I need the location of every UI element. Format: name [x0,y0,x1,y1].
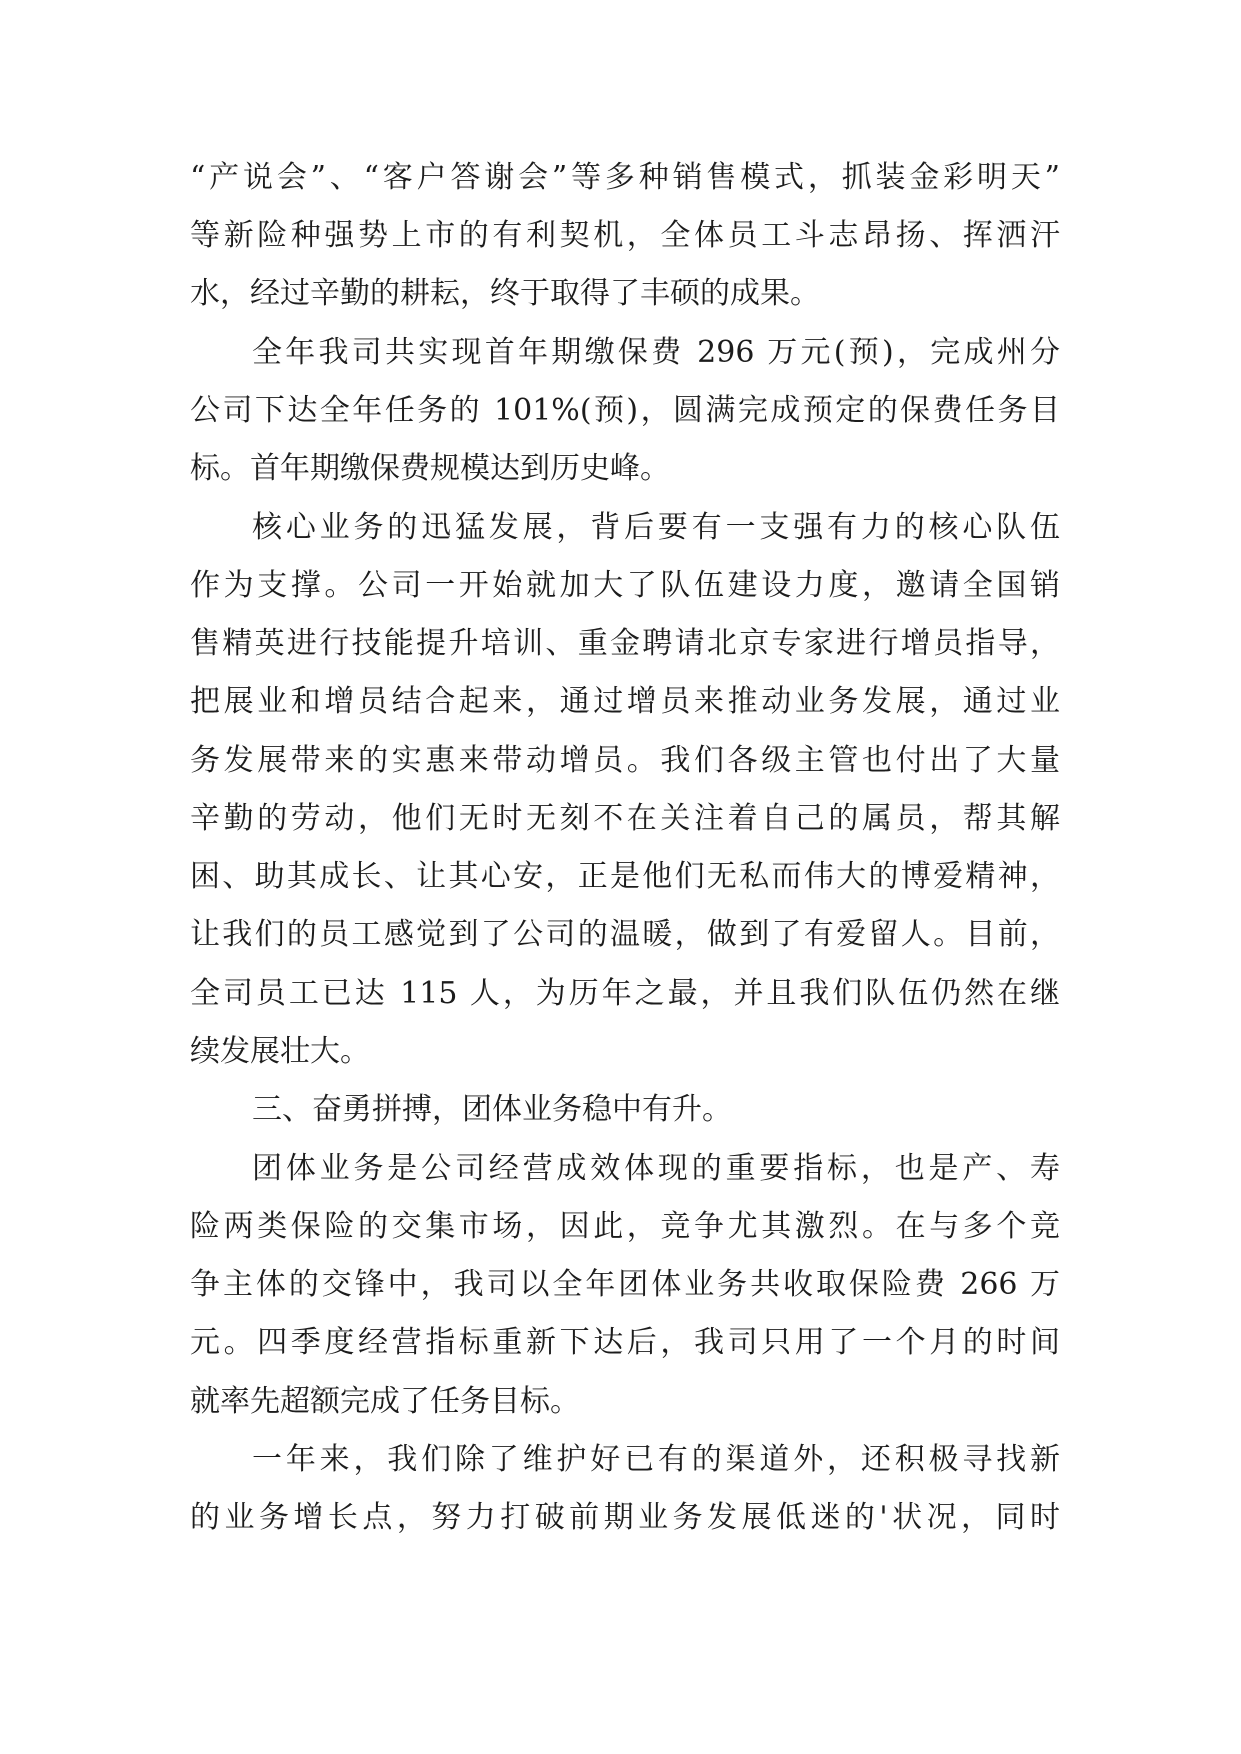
text-line: 让我们的员工感觉到了公司的温暖，做到了有爱留人。目前， [190,917,1060,952]
text-line: 等新险种强势上市的有利契机，全体员工斗志昂扬、挥洒汗 [190,218,1060,253]
paragraph-first-line: 核心业务的迅猛发展，背后要有一支强有力的核心队伍 [252,510,1060,545]
text-line: 元。四季度经营指标重新下达后，我司只用了一个月的时间 [190,1325,1060,1360]
text-line: 的业务增长点，努力打破前期业务发展低迷的'状况，同时 [190,1500,1060,1535]
text-line: 标。首年期缴保费规模达到历史峰。 [190,451,670,486]
text-line: “产说会”、“客户答谢会”等多种销售模式，抓装金彩明天” [190,160,1060,195]
text-line: 水，经过辛勤的耕耘，终于取得了丰硕的成果。 [190,276,820,311]
text-line: 全司员工已达 115 人，为历年之最，并且我们队伍仍然在继 [190,976,1060,1011]
text-line: 续发展壮大。 [190,1034,370,1069]
paragraph-first-line: 全年我司共实现首年期缴保费 296 万元(预)，完成州分 [252,335,1060,370]
section-heading: 三、奋勇拼搏，团体业务稳中有升。 [252,1092,732,1127]
text-line: 售精英进行技能提升培训、重金聘请北京专家进行增员指导， [190,626,1060,661]
text-line: 争主体的交锋中，我司以全年团体业务共收取保险费 266 万 [190,1267,1060,1302]
text-line: 辛勤的劳动，他们无时无刻不在关注着自己的属员，帮其解 [190,801,1060,836]
paragraph-first-line: 一年来，我们除了维护好已有的渠道外，还积极寻找新 [252,1442,1060,1477]
text-line: 把展业和增员结合起来，通过增员来推动业务发展，通过业 [190,684,1060,719]
text-line: 就率先超额完成了任务目标。 [190,1384,580,1419]
text-line: 险两类保险的交集市场，因此，竞争尤其激烈。在与多个竞 [190,1209,1060,1244]
text-line: 公司下达全年任务的 101%(预)，圆满完成预定的保费任务目 [190,393,1060,428]
text-line: 务发展带来的实惠来带动增员。我们各级主管也付出了大量 [190,743,1060,778]
text-line: 作为支撑。公司一开始就加大了队伍建设力度，邀请全国销 [190,568,1060,603]
text-line: 困、助其成长、让其心安，正是他们无私而伟大的博爱精神， [190,859,1060,894]
paragraph-first-line: 团体业务是公司经营成效体现的重要指标，也是产、寿 [252,1151,1060,1186]
